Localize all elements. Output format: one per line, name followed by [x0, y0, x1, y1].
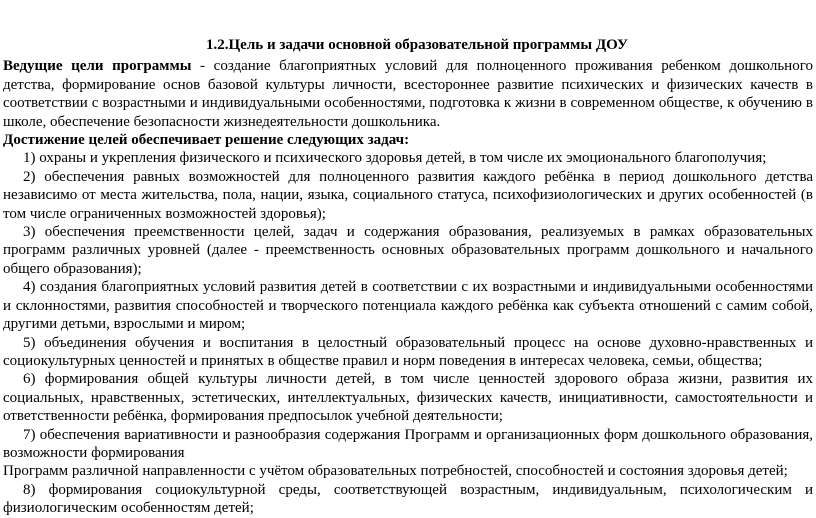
task-item-8: 8) формирования социокультурной среды, соответствующей возрастным, индивидуальным, психологическим и физиологическим особенностям детей; — [3, 481, 813, 517]
task-item-1: 1) охраны и укрепления физического и психического здоровья детей, в том числе их эмоционального благополучия; — [23, 150, 767, 167]
task-item-5: 5) объединения обучения и воспитания в целостный образовательный процесс на основе духовно-нравственных и социокультурных ценностей и принятых в обществе правил и норм поведения в интересах человека, семьи, общества; — [3, 334, 813, 369]
document-page — [3, 36, 813, 518]
goals-text: - создание благоприятных условий для полноценного проживания ребенком дошкольного детства, формирование основ базовой культуры личности, всестороннее развитие психических и физических качеств в соответствии с возрастными и индивидуальными особенностями, подготовка к жизни в современном обществе, к обучению в школе, обеспечение безопасности жизнедеятельности дошкольника. — [3, 58, 813, 130]
task-7-continuation: Программ различной направленности с учётом образовательных потребностей, способностей и состояния здоровья детей; — [3, 463, 788, 480]
task-item-2: 2) обеспечения равных возможностей для полноценного развития каждого ребёнка в период дошкольного детства независимо от места жительства, пола, нации, языка, социального статуса, психофизиологических и других особенностей (в том числе ограниченных возможностей здоровья); — [3, 168, 813, 222]
task-item-3: 3) обеспечения преемственности целей, задач и содержания образования, реализуемых в рамках образовательных программ различных уровней (далее - преемственность основных образовательных программ дошкольного и начального общего образования); — [3, 224, 813, 277]
task-item-7: 7) обеспечения вариативности и разнообразия содержания Программ и организационных форм дошкольного образования, возможности формирования — [3, 426, 813, 461]
goals-paragraph — [3, 57, 813, 131]
goals-label: Ведущие цели программы — [3, 58, 192, 75]
tasks-heading: Достижение целей обеспечивает решение следующих задач: — [3, 132, 410, 149]
task-item-4: 4) создания благоприятных условий развития детей в соответствии с их возрастными и индивидуальными особенностями и склонностями, развития способностей и творческого потенциала каждого ребёнка как субъекта отношений с самим собой, другими детьми, взрослыми и миром; — [3, 279, 813, 333]
section-title: 1.2.Цель и задачи основной образовательной программы ДОУ — [206, 37, 628, 53]
task-item-6: 6) формирования общей культуры личности детей, в том числе ценностей здорового образа жизни, развития их социальных, нравственных, эстетических, интеллектуальных, физических качеств, инициативности, самостоятельности и ответственности ребёнка, формирования предпосылок учебной деятельности; — [3, 371, 813, 425]
